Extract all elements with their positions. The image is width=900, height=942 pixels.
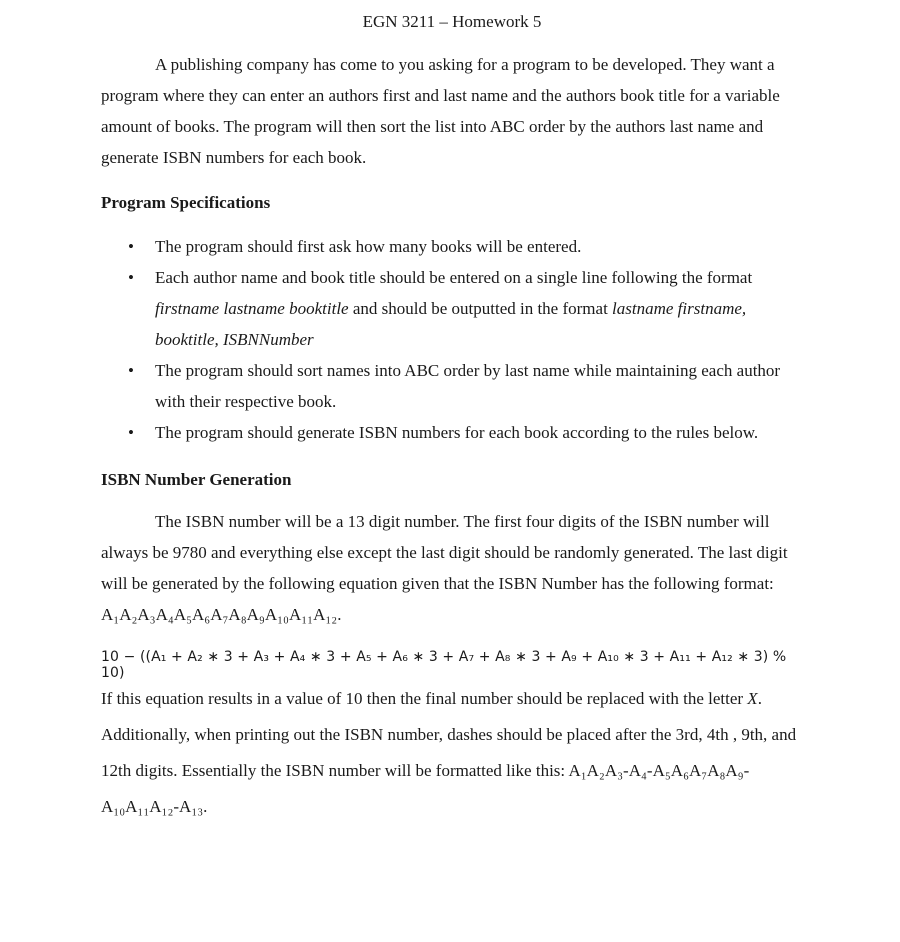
spec-item-text: The program should generate ISBN numbers for each book according to the rules below.	[155, 423, 759, 442]
output-format-text: lastname firstname, booktitle, ISBNNumber	[155, 299, 747, 349]
intro-paragraph: A publishing company has come to you asking for a program to be developed. They want a program where they can enter an authors first and last name and the authors book title for a variable amount of books. The program will then sort the list into ABC order by the authors last name and generate ISBN numbers for each book.	[101, 55, 780, 167]
bullet-icon: •	[128, 423, 134, 442]
isbn-format-text-start: If this equation results in a value of 10 then the final number should be replaced with the letter	[101, 689, 748, 708]
letter-x-text: X	[747, 689, 758, 708]
spec-item-3	[101, 355, 803, 417]
bullet-icon: •	[128, 237, 134, 256]
specifications-list	[101, 231, 803, 448]
spec-item-text: The program should sort names into ABC order by last name while maintaining each author with their respective book.	[155, 361, 781, 411]
isbn-format-paragraph	[101, 681, 806, 825]
bullet-icon: •	[128, 268, 134, 287]
spec-item-2	[101, 262, 803, 355]
spec-item-text-middle: and should be outputted in the format	[348, 299, 613, 318]
spec-item-text: The program should first ask how many books will be entered.	[155, 237, 582, 256]
input-format-text: firstname lastname booktitle	[155, 299, 349, 318]
isbn-generation-heading: ISBN Number Generation	[101, 470, 292, 489]
document-title: EGN 3211 – Homework 5	[362, 12, 542, 31]
bullet-icon: •	[128, 361, 134, 380]
isbn-paragraph: The ISBN number will be a 13 digit number. The first four digits of the ISBN number will always be 9780 and everything else except the last digit should be randomly generated. The last digit will be generated by the following equation given that the ISBN Number has the following format: A₁A₂A₃A₄A₅A₆A₇A₈A₉A₁₀A₁₁A₁₂.	[101, 512, 788, 624]
spec-item-1	[101, 231, 803, 262]
spec-item-4	[101, 417, 803, 448]
isbn-format-text-rest: . Additionally, when printing out the ISBN number, dashes should be placed after the 3rd, 4th , 9th, and 12th digits. Essentially the ISBN number will be formatted like this: A₁A₂A₃-A₄-A₅A₆A₇A₈A₉-A₁₀A₁₁A₁₂-A₁₃.	[101, 689, 797, 816]
spec-item-text: Each author name and book title should be entered on a single line following the format	[155, 268, 753, 287]
program-specifications-heading: Program Specifications	[101, 193, 271, 212]
check-digit-equation: 10 − ((A₁ + A₂ ∗ 3 + A₃ + A₄ ∗ 3 + A₅ + A₆ ∗ 3 + A₇ + A₈ ∗ 3 + A₉ + A₁₀ ∗ 3 + A₁₁ + A₁₂ ∗ 3) % 10)	[101, 649, 787, 681]
